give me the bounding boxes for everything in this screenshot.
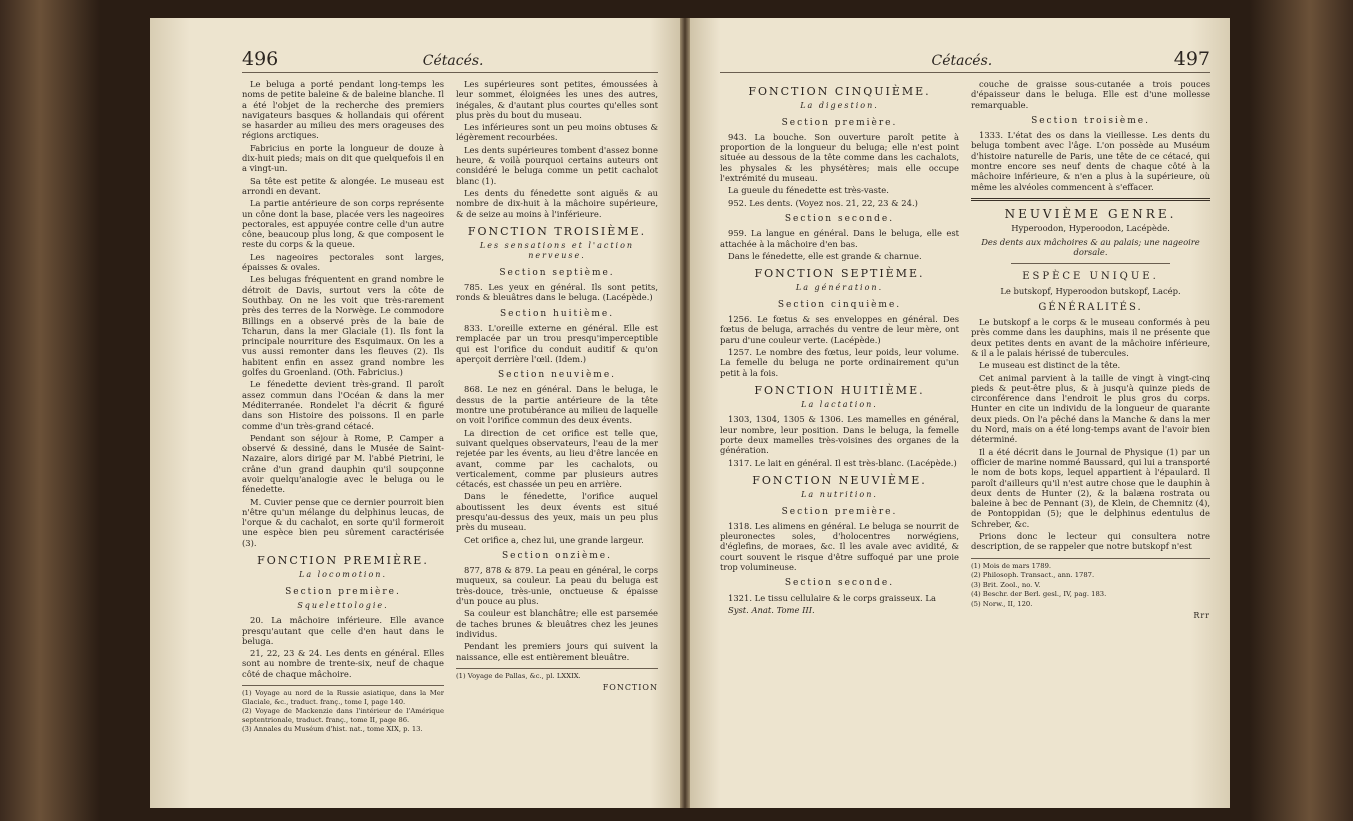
paragraph: Pendant les premiers jours qui suivent la naissance, elle est entièrement bleuâtre. [456,641,658,662]
paragraph: Le beluga a porté pendant long-temps les noms de petite baleine & de baleine blanche. Il a été l'objet de la recherche des premiers navigateurs basques & hollandais qui oférent se hasarder au milieu des mers orageuses des régions arctiques. [242,79,444,141]
page-number: 497 [1173,48,1210,70]
genre-heading: NEUVIÈME GENRE. [1004,206,1177,221]
paragraph: Le butskopf a le corps & le museau conformés à peu près comme dans les dauphins, mais il ne présente que deux petites dents en avant de la mâchoire inférieure, & il a le palais hérissé de tubercules. [971,317,1210,358]
paragraph: 868. Le nez en général. Dans le beluga, le dessus de la partie antérieure de la tête montre une protubérance au milieu de laquelle on voit l'orifice commun des deux évents. [456,384,658,426]
paragraph: 1257. Le nombre des fœtus, leur poids, leur volume. La femelle du beluga ne porte ordinairement qu'un petit à la fois. [720,346,959,378]
paragraph: couche de graisse sous-cutanée a trois pouces d'épaisseur dans le beluga. Elle est d'une mollesse remarquable. [971,79,1210,110]
book-gutter [680,18,690,808]
paragraph: Pendant son séjour à Rome, P. Camper a observé & dessiné, dans le Musée de Saint-Nazaire, alors dirigé par M. l'abbé Pietrini, le crâne d'un grand dauphin qu'il soupçonne avoir quelqu'analogie avec le beluga ou le fénedette. [242,432,444,495]
footnotes [971,558,1210,609]
paragraph: Sa tête est petite & alongée. Le museau est arrondi en devant. [242,175,444,196]
paragraph: Les dents supérieures tombent d'assez bonne heure, & voilà pourquoi certains auteurs ont considéré le beluga comme un petit cachalot blanc (1). [456,144,658,186]
species-heading: ESPÈCE UNIQUE. [1022,271,1159,283]
footnote: (2) Philosoph. Transact., ann. 1787. [971,571,1095,580]
double-rule [971,198,1210,201]
paragraph: Les nageoires pectorales sont larges, épaisses & ovales. [242,251,444,273]
paragraph: 943. La bouche. Son ouverture paroît petite à proportion de la longueur du beluga; elle n'est point située au dessous de la tête comme dans les cachalots, les physales & les physétères; mais elle occupe l'extrémité du museau. [720,131,959,184]
paragraph: La gueule du fénedette est très-vaste. [728,185,889,196]
footnote: (4) Beschr. der Berl. gesl., IV, pag. 183. [971,590,1107,599]
function-subheading: La digestion. [800,101,879,111]
generalities-heading: GÉNÉRALITÉS. [1038,301,1143,313]
section-heading: Section neuvième. [497,370,617,381]
genre-description: Des dents aux mâchoires & au palais; une nageoire dorsale. [981,236,1200,257]
function-subheading: La lactation. [801,400,878,410]
paragraph: Fabricius en porte la longueur de douze à dix-huit pieds; mais on dit que quelquefois il en a vingt-un. [242,142,444,174]
running-head-left [242,48,658,73]
left-col-1 [242,79,444,735]
footnote: (5) Norw., II, 120. [971,599,1033,608]
volume-signature: Syst. Anat. Tome III. [728,604,815,615]
section-subheading: Squelettologie. [297,600,389,610]
paragraph: 877, 878 & 879. La peau en général, le corps muqueux, sa couleur. La peau du beluga est très-douce, très-unie, onctueuse & épaisse d'un pouce au plus. [456,565,658,607]
paragraph: 1321. Le tissu cellulaire & le corps graisseux. La [728,592,936,603]
section-heading: Section première. [781,506,898,517]
catchword: FONCTION [602,683,658,693]
section-heading: Section cinquième. [777,299,902,310]
paragraph: 959. La langue en général. Dans le beluga, elle est attachée à la mâchoire d'en bas. [720,228,959,249]
footnote: (2) Voyage de Mackenzie dans l'intérieur de l'Amérique septentrionale, traduct. franç., tome II, page 86. [242,707,444,724]
paragraph: La direction de cet orifice est telle que, suivant quelques observateurs, l'eau de la mer rejetée par les évents, au lieu d'être lancée en avant, comme par les cachalots, ou verticalement, comme par plusieurs autres cétacés, est chassée un peu en arrière. [456,427,658,490]
paragraph: 1303, 1304, 1305 & 1306. Les mamelles en général, leur nombre, leur position. Dans le beluga, la femelle porte deux mamelles très-voisines des organes de la génération. [720,414,959,456]
section-heading: Section troisième. [1031,115,1150,126]
right-columns [720,79,1210,621]
paragraph: 1256. Le fœtus & ses enveloppes en général. Des fœtus de beluga, arrachés du ventre de leur mère, ont paru d'une couleur verte. (Lacépède.) [720,314,959,345]
paragraph: Les inférieures sont un peu moins obtuses & légèrement recourbées. [456,122,658,143]
paragraph: Le fénedette devient très-grand. Il paroît assez commun dans l'Océan & dans la mer Méditerranée. Rondelet l'a décrit & figuré dans son Histoire des poissons. Il en parle comme d'un très-grand cétacé. [242,379,444,431]
left-page [150,18,680,808]
footnotes [242,685,444,734]
section-heading: Section première. [285,586,401,597]
paragraph: 20. La mâchoire inférieure. Elle avance presqu'autant que celle d'en haut dans le beluga. [242,615,444,646]
paragraph: 1317. Le lait en général. Il est très-blanc. (Lacépède.) [728,457,957,468]
genre-name: Hyperoodon, Hyperoodon, Lacépède. [1011,223,1170,234]
paragraph: Les dents du fénedette sont aiguës & au nombre de dix-huit à la mâchoire supérieure, & de seize au moins à l'inférieure. [456,187,658,219]
signature-mark: Rrr [1193,611,1210,621]
function-subheading: La génération. [795,283,884,293]
right-col-1 [720,79,959,621]
left-col-2 [456,79,658,735]
running-title: Cétacés. [931,53,993,69]
paragraph: La partie antérieure de son corps représente un cône dont la base, placée vers les nageoires pectorales, est appuyée contre celle d'un autre cône, beaucoup plus long, & que composent le reste du corps & la queue. [242,198,444,250]
paragraph: Prions donc le lecteur qui consultera notre description, de se rappeler que notre butskopf n'est [971,530,1210,552]
function-heading: FONCTION HUITIÈME. [754,383,925,397]
paragraph: Dans le fénedette, l'orifice auquel aboutissent les deux évents est situé presqu'au-dessus des yeux, mais un peu plus près du museau. [456,491,658,533]
footnote: (1) Voyage au nord de la Russie asiatique, dans la Mer Glaciale, &c., traduct. franç., tome I, page 140. [242,689,444,706]
right-col-2 [971,79,1210,621]
section-heading: Section seconde. [784,578,895,589]
function-heading: FONCTION NEUVIÈME. [752,473,927,487]
paragraph: Le museau est distinct de la tête. [979,360,1121,371]
paragraph: Sa couleur est blanchâtre; elle est parsemée de taches brunes & bleuâtres chez les jeunes individus. [456,608,658,639]
section-heading: Section huitième. [499,308,615,319]
running-title: Cétacés. [422,53,484,69]
paragraph: Cet orifice a, chez lui, une grande largeur. [464,534,644,545]
function-subheading: La locomotion. [299,570,387,580]
divider [1011,263,1170,264]
paragraph: Les belugas fréquentent en grand nombre le détroit de Davis, surtout vers la côte de Southbay. On ne les voit que très-rarement près des terres de la Norwège. Le commodore Billings en a observé près de la baie de Tcharun, dans la mer Glaciale (1). Ils font la principale nourriture des Esquimaux. On les a vus aussi remonter dans les fleuves (2). Ils habitent enfin en assez grand nombre les golfes du Groenland. (Oth. Fabricius.) [242,274,444,378]
paragraph: 1333. L'état des os dans la vieillesse. Les dents du beluga tombent avec l'âge. L'on possède au Muséum d'histoire naturelle de Paris, une tête de ce cétacé, qui montre encore ses neuf dents de chaque côté à la mâchoire inférieure, & n'en a plus à la supérieure, où même les alvéoles commencent à s'effacer. [971,130,1210,192]
paragraph: 833. L'oreille externe en général. Elle est remplacée par un trou presqu'imperceptible qui est l'orifice du conduit auditif & qu'on aperçoit derrière l'œil. (Idem.) [456,322,658,364]
section-heading: Section onzième. [502,550,612,561]
paragraph: 785. Les yeux en général. Ils sont petits, ronds & bleuâtres dans le beluga. (Lacépède.) [456,282,658,303]
paragraph: 1318. Les alimens en général. Le beluga se nourrit de pleuronectes soles, d'holocentres norwégiens, d'églefins, de moraes, &c. Il les avale avec avidité, & court souvent le risque d'être suffoqué par une proie trop volumineuse. [720,520,959,572]
section-heading: Section seconde. [784,213,895,224]
paragraph: Cet animal parvient à la taille de vingt à vingt-cinq pieds & peut-être plus, & à jusqu'à quinze pieds de circonférence dans l'endroit le plus gros du corps. Hunter en cite un individu de la longueur de quarante deux pieds. On l'a pêché dans la Manche & dans la mer du Nord, mais on a été long-temps avant de l'avoir bien déterminé. [971,372,1210,445]
paragraph: 21, 22, 23 & 24. Les dents en général. Elles sont au nombre de trente-six, neuf de chaque côté de chaque mâchoire. [242,648,444,679]
function-subheading: Les sensations et l'action nerveuse. [479,241,635,261]
function-heading: FONCTION PREMIÈRE. [257,554,429,568]
paragraph: Dans le fénedette, elle est grande & charnue. [728,250,922,261]
species-name: Le butskopf, Hyperoodon butskopf, Lacép. [1000,286,1181,297]
function-heading: FONCTION TROISIÈME. [467,224,647,238]
paragraph: M. Cuvier pense que ce dernier pourroit bien n'être qu'un mélange du delphinus leucas, de l'orque & du cachalot, en sorte qu'il formeroit une espèce bien peu sûrement caractérisée (3). [242,496,444,548]
paragraph: Les supérieures sont petites, émoussées à leur sommet, éloignées les unes des autres, inégales, & d'autant plus courtes qu'elles sont plus près du bout du museau. [456,79,658,120]
footnote: (3) Annales du Muséum d'hist. nat., tome XIX, p. 13. [242,725,423,734]
paragraph: 952. Les dents. (Voyez nos. 21, 22, 23 & 24.) [728,197,918,208]
footnotes [456,668,658,681]
page-number: 496 [242,48,279,70]
footnote: (1) Mois de mars 1789. [971,561,1052,570]
left-columns [242,79,658,735]
paragraph: Il a été décrit dans le Journal de Physique (1) par un officier de marine nommé Baussard, qui lui a transporté le nom de bots kops, lequel appartient à l'épaulard. Il paroît d'ailleurs qu'il n'est autre chose que le dauphin à deux dents de Hunter (2), & la balæna rostrata ou baleine à bec de Pennant (3), de Klein, de Chemnitz (4), de Pontoppidan (5); que le delphinus edentulus de Schreber, &c. [971,446,1210,529]
section-heading: Section septième. [499,267,615,278]
running-head-right [720,48,1210,73]
section-heading: Section première. [781,117,898,128]
function-heading: FONCTION CINQUIÈME. [748,85,931,98]
function-heading: FONCTION SEPTIÈME. [754,267,925,281]
right-page [690,18,1230,808]
footnote: (3) Brit. Zool., no. V. [971,580,1041,589]
footnote: (1) Voyage de Pallas, &c., pl. LXXIX. [456,671,581,680]
function-subheading: La nutrition. [801,490,878,500]
